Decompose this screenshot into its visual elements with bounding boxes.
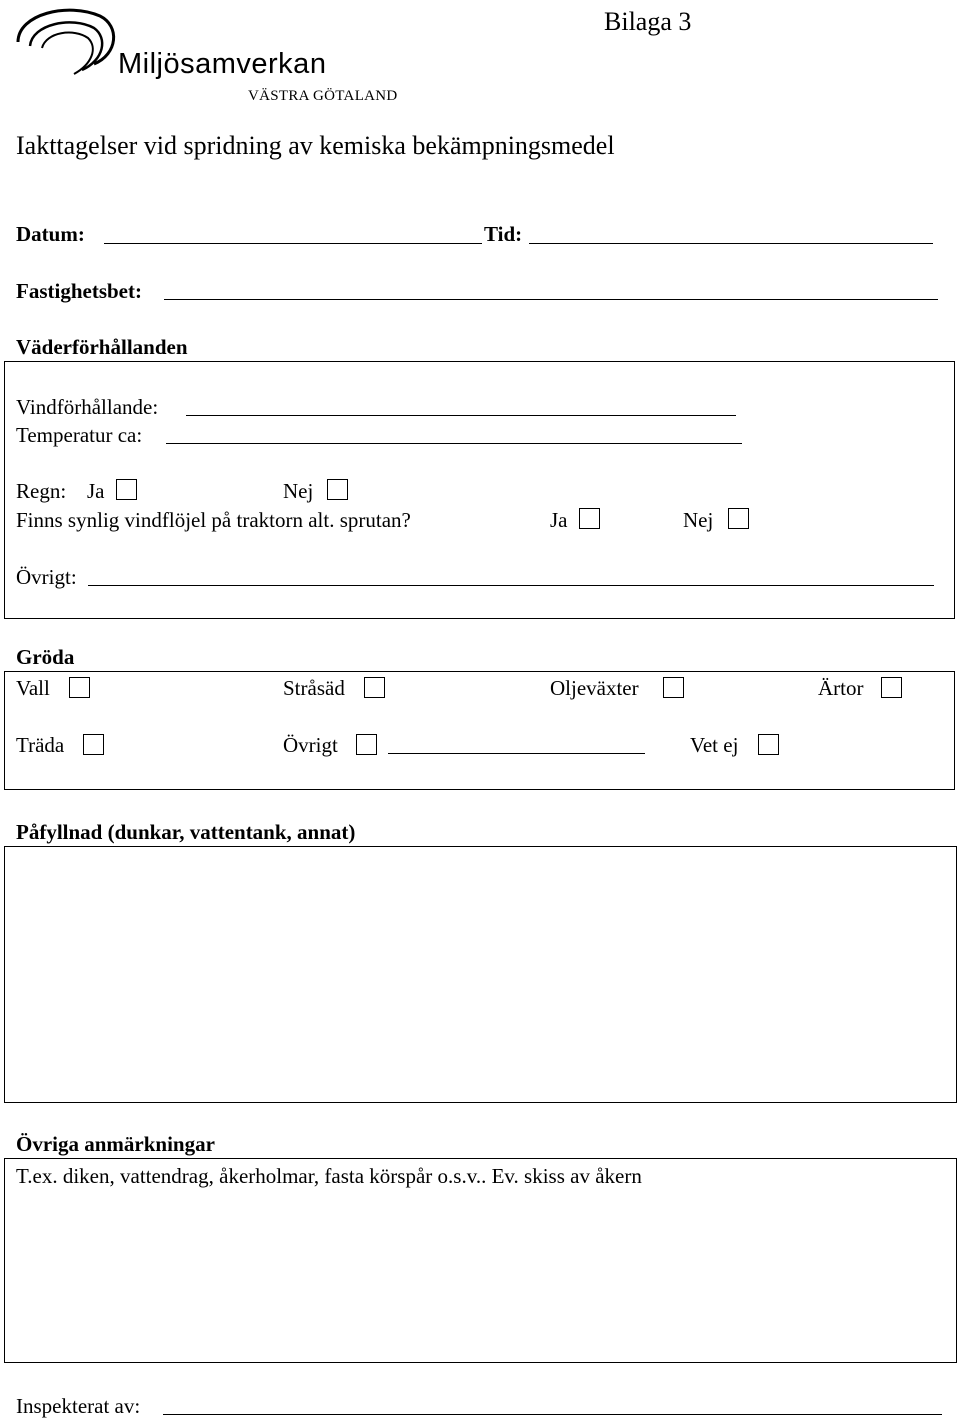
rain-yes-label: Ja xyxy=(87,479,105,503)
tid-label: Tid: xyxy=(484,222,523,246)
logo-name: Miljösamverkan xyxy=(118,48,327,80)
remarks-textarea[interactable] xyxy=(4,1158,957,1363)
crop-option-strasad-checkbox[interactable] xyxy=(364,677,385,698)
windsock-question: Finns synlig vindflöjel på traktorn alt. sprutan? xyxy=(16,508,411,532)
weather-heading: Väderförhållanden xyxy=(16,335,188,359)
fastighet-field[interactable] xyxy=(164,299,938,300)
windsock-no-checkbox[interactable] xyxy=(728,508,749,529)
rain-no-checkbox[interactable] xyxy=(327,479,348,500)
crop-option-trada-label: Träda xyxy=(16,733,65,757)
crop-option-vall-checkbox[interactable] xyxy=(69,677,90,698)
remarks-heading: Övriga anmärkningar xyxy=(16,1132,215,1156)
crop-heading: Gröda xyxy=(16,645,75,669)
temperature-label: Temperatur ca: xyxy=(16,423,143,447)
inspected-label: Inspekterat av: xyxy=(16,1394,141,1418)
page-title: Iakttagelser vid spridning av kemiska bekämpningsmedel xyxy=(16,131,615,160)
crop-section xyxy=(4,671,955,790)
crop-option-ovrigt-checkbox[interactable] xyxy=(356,734,377,755)
crop-option-artor-label: Ärtor xyxy=(818,676,864,700)
refill-textarea[interactable] xyxy=(4,846,957,1103)
annex-label: Bilaga 3 xyxy=(604,7,692,36)
windsock-yes-label: Ja xyxy=(550,508,568,532)
remarks-hint: T.ex. diken, vattendrag, åkerholmar, fasta körspår o.s.v.. Ev. skiss av åkern xyxy=(16,1164,642,1188)
fastighet-label: Fastighetsbet: xyxy=(16,279,142,303)
crop-option-vall-label: Vall xyxy=(16,676,50,700)
rain-yes-checkbox[interactable] xyxy=(116,479,137,500)
crop-option-strasad-label: Stråsäd xyxy=(283,676,345,700)
crop-option-vetej-label: Vet ej xyxy=(690,733,739,757)
inspected-field[interactable] xyxy=(163,1414,942,1415)
tid-field[interactable] xyxy=(529,243,933,244)
crop-option-oljevaxter-label: Oljeväxter xyxy=(550,676,639,700)
wind-label: Vindförhållande: xyxy=(16,395,159,419)
rain-no-label: Nej xyxy=(283,479,314,503)
logo-region: VÄSTRA GÖTALAND xyxy=(248,88,398,104)
weather-other-field[interactable] xyxy=(88,585,934,586)
rain-label: Regn: xyxy=(16,479,67,503)
datum-label: Datum: xyxy=(16,222,85,246)
crop-option-ovrigt-field[interactable] xyxy=(388,753,645,754)
windsock-no-label: Nej xyxy=(683,508,714,532)
crop-option-ovrigt-label: Övrigt xyxy=(283,733,338,757)
windsock-yes-checkbox[interactable] xyxy=(579,508,600,529)
temperature-field[interactable] xyxy=(166,443,742,444)
weather-other-label: Övrigt: xyxy=(16,565,77,589)
datum-field[interactable] xyxy=(104,243,482,244)
refill-heading: Påfyllnad (dunkar, vattentank, annat) xyxy=(16,820,356,844)
crop-option-trada-checkbox[interactable] xyxy=(83,734,104,755)
crop-option-vetej-checkbox[interactable] xyxy=(758,734,779,755)
crop-option-oljevaxter-checkbox[interactable] xyxy=(663,677,684,698)
crop-option-artor-checkbox[interactable] xyxy=(881,677,902,698)
logo-swirl-icon xyxy=(8,2,128,82)
wind-field[interactable] xyxy=(186,415,736,416)
